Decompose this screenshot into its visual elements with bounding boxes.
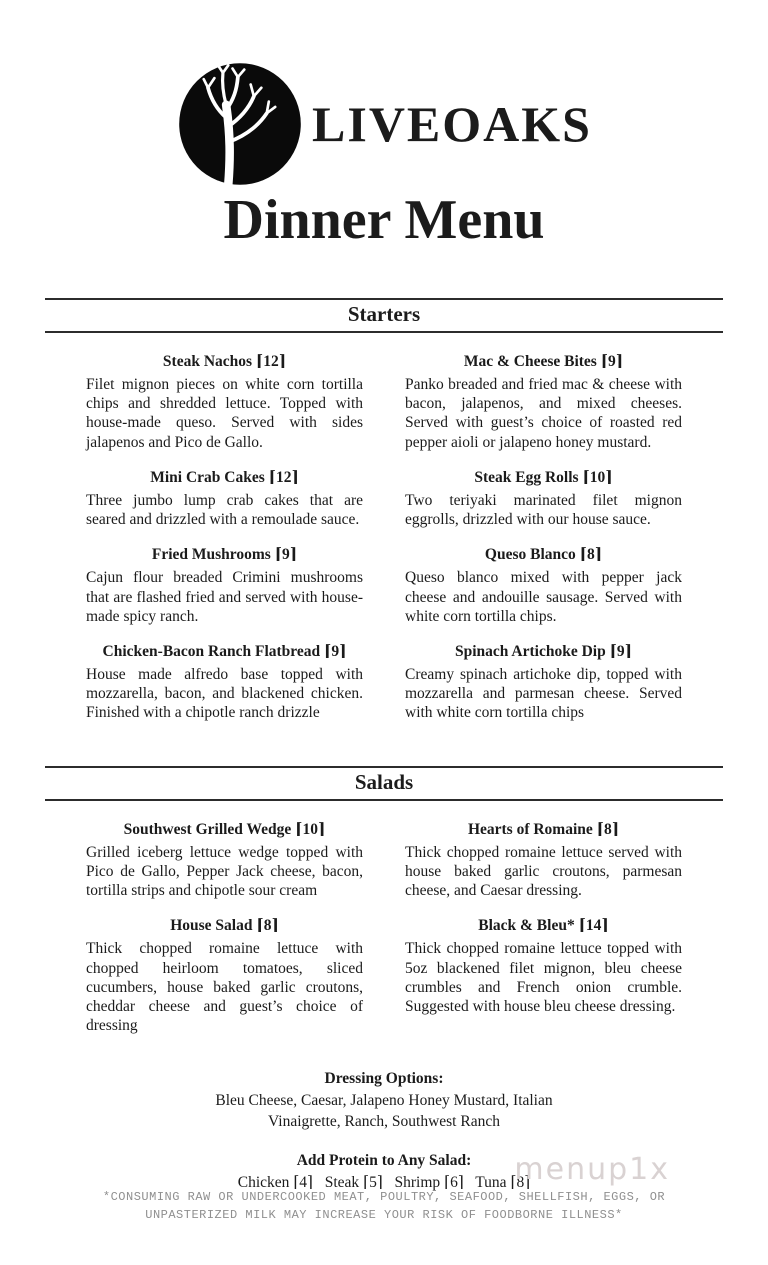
starters-right-column: [405, 351, 682, 738]
menu-item-name: Black & Bleu* ⌈14⌉: [478, 917, 609, 935]
section-title-salads: Salads: [45, 766, 723, 801]
menu-header: [0, 0, 768, 251]
brand-name: LIVEOAKS: [312, 96, 592, 152]
dressing-options: [0, 1070, 768, 1131]
menu-item-name: Southwest Grilled Wedge ⌈10⌉: [123, 820, 326, 838]
menu-item-steak-nachos: [86, 351, 363, 452]
add-protein-text: Chicken ⌈4⌉ Steak ⌈5⌉ Shrimp ⌈6⌉ Tuna ⌈8⌉: [237, 1173, 531, 1191]
menu-item-desc: Thick chopped romaine lettuce served with house baked garlic croutons, parmesan cheese, and Caesar dressing.: [405, 843, 682, 900]
menu-item-desc: Three jumbo lump crab cakes that are seared and drizzled with a remoulade sauce.: [86, 491, 363, 529]
salads-columns: [0, 801, 768, 1051]
section-starters: [0, 298, 768, 738]
watermark: menup1x: [514, 1152, 670, 1187]
menu-item-name: House Salad ⌈8⌉: [170, 917, 279, 935]
menu-item-desc: Grilled iceberg lettuce wedge topped with Pico de Gallo, Pepper Jack cheese, bacon, tortilla strips and chipotle sour cream: [86, 843, 363, 900]
menu-item-desc: Panko breaded and fried mac & cheese with bacon, jalapenos, and mixed cheeses. Served with guest’s choice of roasted red pepper aioli or jalapeno honey mustard.: [405, 376, 682, 451]
disclaimer-line-2: UNPASTERIZED MILK MAY INCREASE YOUR RISK OF FOODBORNE ILLNESS*: [145, 1208, 623, 1222]
disclaimer: [0, 1188, 768, 1224]
salads-left-column: [86, 819, 363, 1051]
menu-item-desc: Thick chopped romaine lettuce topped with 5oz blackened filet mignon, bleu cheese crumbles and French onion crumble. Suggested with house bleu cheese dressing.: [405, 940, 682, 1015]
menu-item-name: Mini Crab Cakes ⌈12⌉: [150, 468, 299, 486]
starters-left-column: [86, 351, 363, 738]
menu-item-chicken-bacon-ranch-flatbread: [86, 641, 363, 723]
section-salads: [0, 766, 768, 1193]
menu-item-queso-blanco: [405, 544, 682, 626]
liveoaks-logo: [176, 60, 304, 188]
menu-item-desc: Filet mignon pieces on white corn tortilla chips and shredded lettuce. Topped with house-made queso. Served with sides jalapenos and Pico de Gallo.: [86, 376, 363, 451]
menu-item-mini-crab-cakes: [86, 467, 363, 529]
menu-item-desc: Creamy spinach artichoke dip, topped with mozzarella and parmesan cheese. Served with white corn tortilla chips: [405, 665, 682, 722]
menu-item-mac-cheese-bites: [405, 351, 682, 452]
menu-item-desc: Cajun flour breaded Crimini mushrooms that are flashed fried and served with house-made spicy ranch.: [86, 569, 363, 625]
menu-item-name: Steak Nachos ⌈12⌉: [162, 353, 287, 370]
menu-item-hearts-of-romaine: [405, 819, 682, 901]
menu-item-name: Chicken-Bacon Ranch Flatbread ⌈9⌉: [102, 642, 347, 660]
starters-columns: [0, 333, 768, 738]
salads-right-column: [405, 819, 682, 1051]
menu-item-steak-egg-rolls: [405, 467, 682, 529]
menu-item-name: Steak Egg Rolls ⌈10⌉: [474, 468, 613, 486]
disclaimer-line-1: *CONSUMING RAW OR UNDERCOOKED MEAT, POULTRY, SEAFOOD, SHELLFISH, EGGS, OR: [102, 1190, 666, 1204]
dressing-options-heading: Dressing Options:: [324, 1070, 444, 1088]
tree-icon: [176, 60, 304, 188]
menu-item-desc: Two teriyaki marinated filet mignon eggrolls, drizzled with our house sauce.: [405, 491, 682, 529]
menu-item-name: Fried Mushrooms ⌈9⌉: [151, 546, 298, 564]
menu-item-fried-mushrooms: [86, 544, 363, 626]
dressing-options-text: Bleu Cheese, Caesar, Jalapeno Honey Mustard, Italian Vinaigrette, Ranch, Southwest Ranch: [215, 1092, 557, 1130]
section-title-starters: Starters: [45, 298, 723, 333]
menu-item-desc: Queso blanco mixed with pepper jack cheese and andouille sausage. Served with white corn tortilla chips.: [405, 569, 682, 625]
menu-item-desc: House made alfredo base topped with mozzarella, bacon, and blackened chicken. Finished with a chipotle ranch drizzle: [86, 665, 363, 722]
brand-row: [0, 60, 768, 188]
page-title: Dinner Menu: [223, 189, 545, 251]
menu-item-name: Mac & Cheese Bites ⌈9⌉: [463, 353, 624, 370]
menu-item-name: Spinach Artichoke Dip ⌈9⌉: [454, 642, 633, 660]
menu-item-desc: Thick chopped romaine lettuce with chopped heirloom tomatoes, sliced cucumbers, house baked garlic croutons, cheddar cheese and guest’s choice of dressing: [86, 940, 363, 1035]
menu-item-house-salad: [86, 915, 363, 1035]
menu-item-name: Queso Blanco ⌈8⌉: [484, 546, 603, 564]
menu-item-black-and-bleu: [405, 915, 682, 1016]
menu-item-spinach-artichoke-dip: [405, 641, 682, 723]
menu-item-name: Hearts of Romaine ⌈8⌉: [467, 820, 620, 838]
menu-item-southwest-grilled-wedge: [86, 819, 363, 901]
add-protein-heading: Add Protein to Any Salad:: [296, 1151, 472, 1169]
